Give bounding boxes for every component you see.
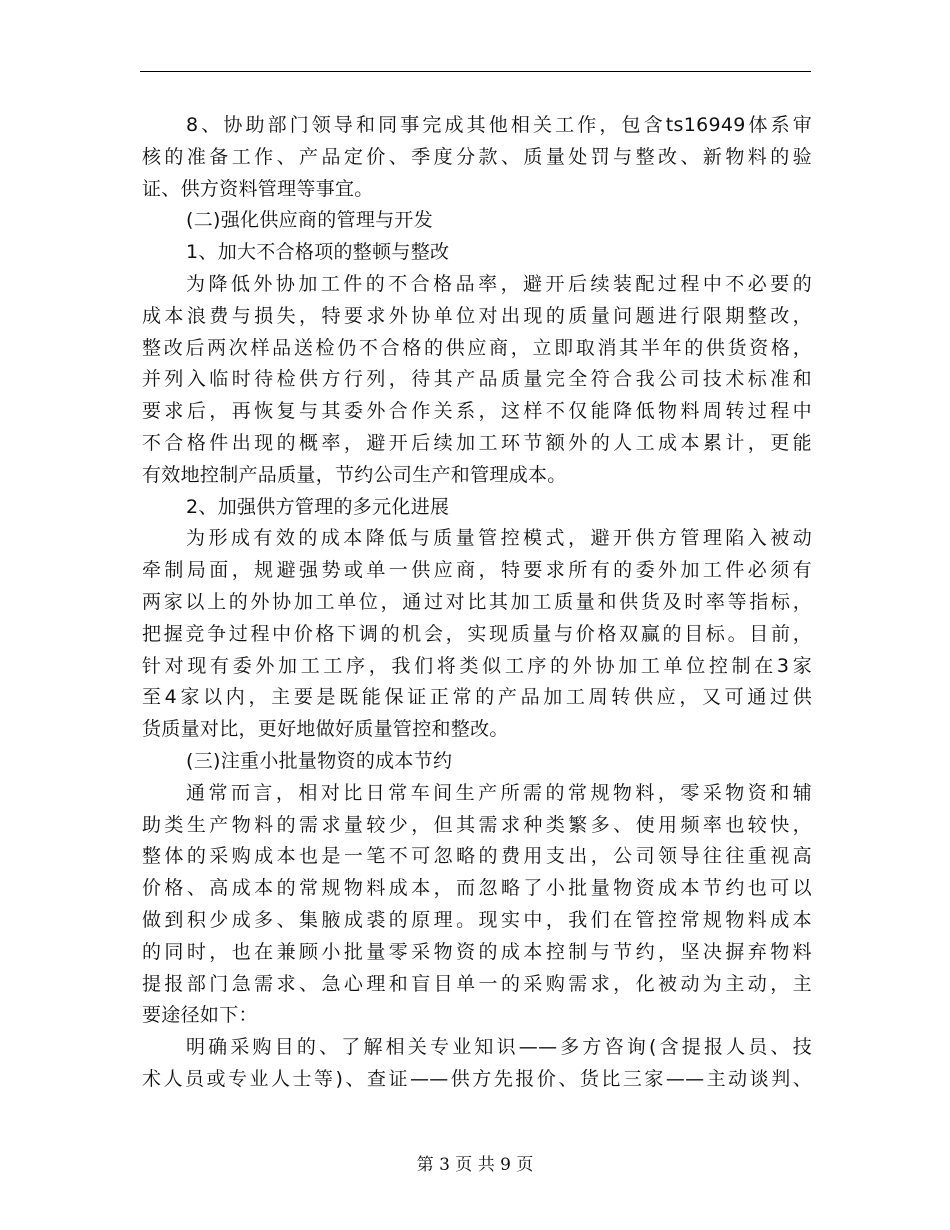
text-line: 要求后，再恢复与其委外合作关系，这样不仅能降低物料周转过程中 bbox=[142, 400, 812, 423]
text-line: 8、协助部门领导和同事完成其他相关工作，包含ts16949体系审 bbox=[186, 114, 812, 136]
text-line: 1、加大不合格项的整顿与整改 bbox=[186, 241, 450, 264]
text-line: 助类生产物料的需求量较少，但其需求种类繁多、使用频率也较快， bbox=[142, 813, 812, 836]
text-line: 牵制局面，规避强势或单一供应商，特要求所有的委外加工件必须有 bbox=[142, 559, 812, 582]
text-line: 做到积少成多、集腋成裘的原理。现实中，我们在管控常规物料成本 bbox=[142, 908, 812, 931]
header-rule bbox=[140, 71, 811, 72]
text-line: 并列入临时待检供方行列，待其产品质量完全符合我公司技术标准和 bbox=[142, 368, 812, 391]
text-line: (二)强化供应商的管理与开发 bbox=[186, 209, 434, 232]
text-line: 至4家以内，主要是既能保证正常的产品加工周转供应，又可通过供 bbox=[142, 686, 812, 709]
text-line: 整改后两次样品送检仍不合格的供应商，立即取消其半年的供货资格， bbox=[142, 336, 812, 359]
page-number-footer: 第 3 页 共 9 页 bbox=[416, 1155, 534, 1175]
text-line: 为降低外协加工件的不合格品率，避开后续装配过程中不必要的 bbox=[186, 272, 812, 295]
text-line: (三)注重小批量物资的成本节约 bbox=[186, 749, 453, 772]
text-line: 证、供方资料管理等事宜。 bbox=[142, 177, 374, 200]
text-line: 提报部门急需求、急心理和盲目单一的采购需求，化被动为主动，主 bbox=[142, 972, 812, 995]
text-line: 术人员或专业人士等)、查证——供方先报价、货比三家——主动谈判、 bbox=[142, 1067, 812, 1090]
text-line: 核的准备工作、产品定价、季度分款、质量处罚与整改、新物料的验 bbox=[142, 145, 812, 168]
text-line: 价格、高成本的常规物料成本，而忽略了小批量物资成本节约也可以 bbox=[142, 877, 812, 900]
document-body bbox=[142, 110, 812, 1096]
text-line: 的同时，也在兼顾小批量零采物资的成本控制与节约，坚决摒弃物料 bbox=[142, 940, 812, 963]
text-line: 明确采购目的、了解相关专业知识——多方咨询(含提报人员、技 bbox=[186, 1036, 812, 1059]
text-line: 要途径如下： bbox=[142, 1004, 258, 1027]
text-line: 不合格件出现的概率，避开后续加工环节额外的人工成本累计，更能 bbox=[142, 431, 812, 454]
text-line: 2、加强供方管理的多元化进展 bbox=[186, 495, 450, 518]
text-line: 有效地控制产品质量，节约公司生产和管理成本。 bbox=[142, 463, 567, 486]
text-line: 把握竞争过程中价格下调的机会，实现质量与价格双赢的目标。目前， bbox=[142, 622, 812, 645]
text-line: 成本浪费与损失，特要求外协单位对出现的质量问题进行限期整改， bbox=[142, 304, 812, 327]
text-line: 为形成有效的成本降低与质量管控模式，避开供方管理陷入被动 bbox=[186, 527, 812, 550]
text-line: 针对现有委外加工工序，我们将类似工序的外协加工单位控制在3家 bbox=[142, 654, 812, 677]
text-line: 货质量对比，更好地做好质量管控和整改。 bbox=[142, 718, 509, 741]
text-line: 通常而言，相对比日常车间生产所需的常规物料，零采物资和辅 bbox=[186, 781, 812, 804]
text-line: 两家以上的外协加工单位，通过对比其加工质量和供货及时率等指标， bbox=[142, 590, 812, 613]
text-line: 整体的采购成本也是一笔不可忽略的费用支出，公司领导往往重视高 bbox=[142, 845, 812, 868]
